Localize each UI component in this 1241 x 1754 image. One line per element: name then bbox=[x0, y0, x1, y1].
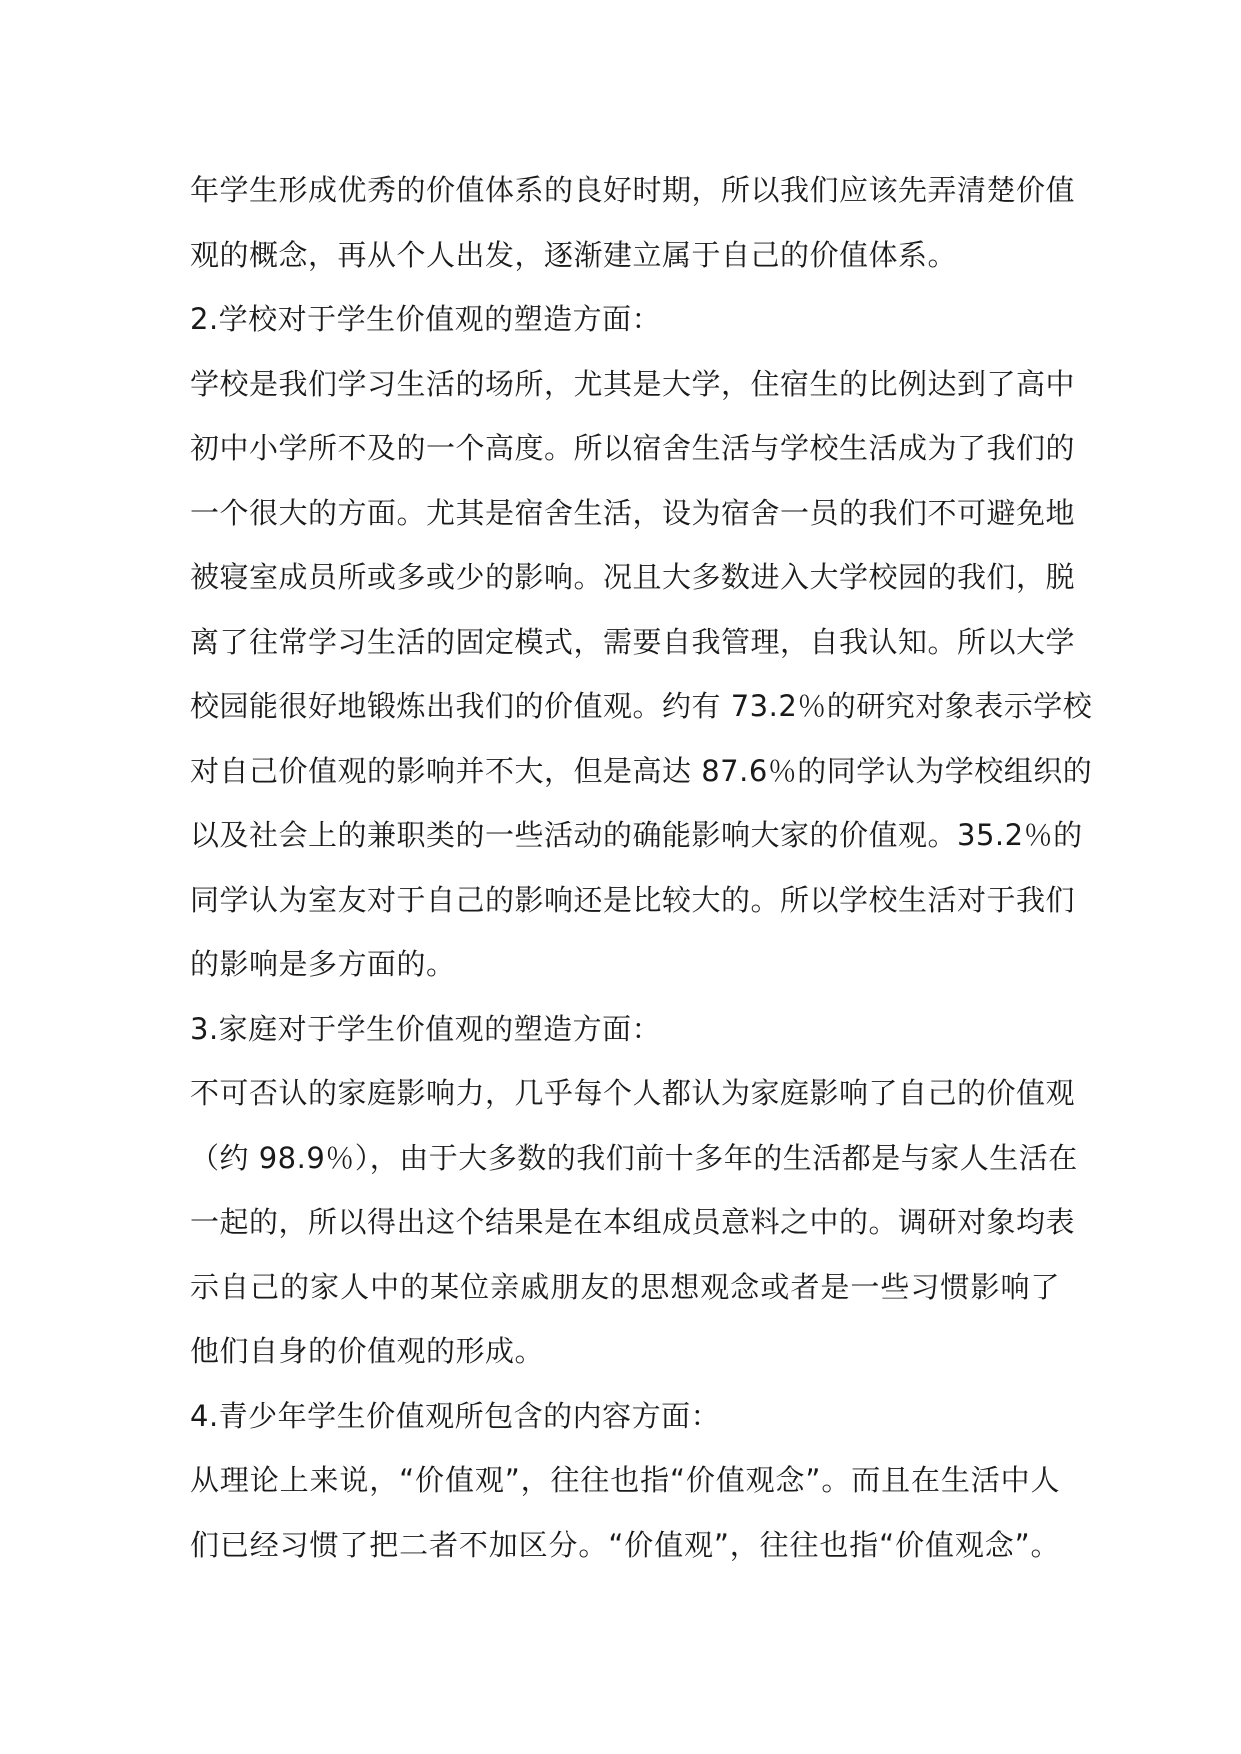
text-line: 学校是我们学习生活的场所，尤其是大学，住宿生的比例达到了高中 bbox=[190, 366, 1076, 401]
text-line: 们已经习惯了把二者不加区分。“价值观”，往往也指“价值观念”。 bbox=[190, 1527, 1060, 1562]
text-line: 初中小学所不及的一个高度。所以宿舍生活与学校生活成为了我们的 bbox=[190, 431, 1076, 465]
text-line: 对自己价值观的影响并不大，但是高达 87.6％的同学认为学校组织的 bbox=[190, 753, 1093, 788]
text-line: 以及社会上的兼职类的一些活动的确能影响大家的价值观。35.2％的 bbox=[190, 818, 1083, 852]
text-line: 他们自身的价值观的形成。 bbox=[190, 1334, 545, 1368]
text-line: 离了往常学习生活的固定模式，需要自我管理，自我认知。所以大学 bbox=[190, 624, 1076, 659]
text-line: 的影响是多方面的。 bbox=[190, 947, 456, 981]
text-line: 不可否认的家庭影响力，几乎每个人都认为家庭影响了自己的价值观 bbox=[190, 1076, 1076, 1110]
text-line: 观的概念，再从个人出发，逐渐建立属于自己的价值体系。 bbox=[190, 237, 958, 272]
text-line: 示自己的家人中的某位亲戚朋友的思想观念或者是一些习惯影响了 bbox=[190, 1269, 1060, 1304]
text-line: 同学认为室友对于自己的影响还是比较大的。所以学校生活对于我们 bbox=[190, 882, 1076, 917]
document-page bbox=[190, 158, 1093, 1577]
section-heading: 2.学校对于学生价值观的塑造方面： bbox=[190, 302, 662, 336]
text-line: 校园能很好地锻炼出我们的价值观。约有 73.2％的研究对象表示学校 bbox=[190, 689, 1093, 723]
text-line: 年学生形成优秀的价值体系的良好时期，所以我们应该先弄清楚价值 bbox=[190, 173, 1076, 207]
text-line: （约 98.9％），由于大多数的我们前十多年的生活都是与家人生活在 bbox=[190, 1140, 1078, 1175]
section-heading: 3.家庭对于学生价值观的塑造方面： bbox=[190, 1011, 662, 1046]
section-heading: 4.青少年学生价值观所包含的内容方面： bbox=[190, 1398, 721, 1433]
text-line: 从理论上来说，“价值观”，往往也指“价值观念”。而且在生活中人 bbox=[190, 1463, 1060, 1497]
text-line: 被寝室成员所或多或少的影响。况且大多数进入大学校园的我们，脱 bbox=[190, 560, 1076, 594]
text-line: 一起的，所以得出这个结果是在本组成员意料之中的。调研对象均表 bbox=[190, 1205, 1076, 1239]
text-line: 一个很大的方面。尤其是宿舍生活，设为宿舍一员的我们不可避免地 bbox=[190, 495, 1076, 530]
